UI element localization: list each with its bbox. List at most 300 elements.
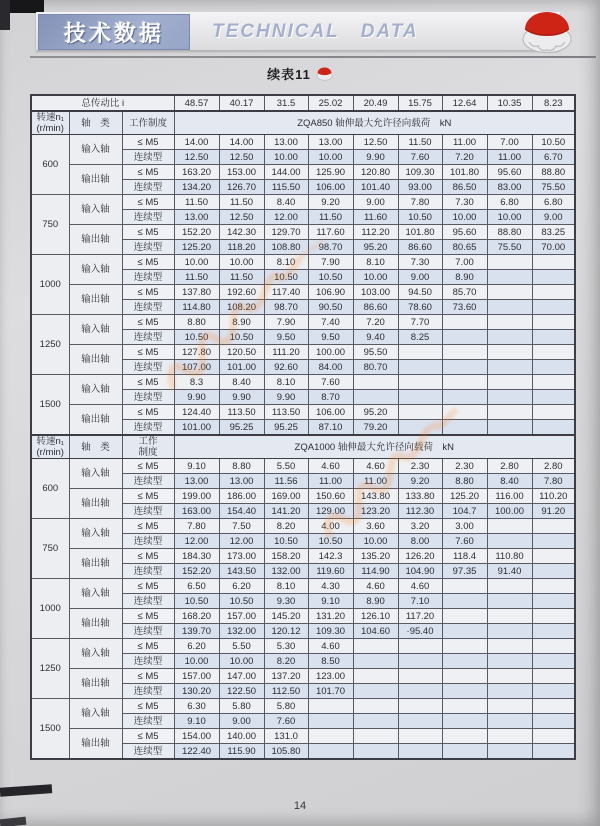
- shaft-label: 输入轴: [69, 315, 122, 345]
- value-cell: [353, 669, 398, 684]
- shaft-label: 输出轴: [69, 669, 122, 699]
- duty-label: 连续型: [122, 624, 174, 639]
- load-data-table: [30, 94, 576, 760]
- value-cell: [487, 699, 532, 714]
- value-cell: [308, 699, 353, 714]
- value-cell: [487, 270, 532, 285]
- duty-label: 连续型: [122, 594, 174, 609]
- value-cell: 10.50: [174, 594, 219, 609]
- value-cell: [442, 360, 487, 375]
- value-cell: 2.30: [398, 459, 442, 474]
- value-cell: 95.20: [353, 240, 398, 255]
- value-cell: 8.70: [308, 390, 353, 405]
- value-cell: 3.20: [398, 519, 442, 534]
- value-cell: 9.00: [219, 714, 264, 729]
- value-cell: 8.50: [308, 654, 353, 669]
- value-cell: 70.00: [532, 240, 575, 255]
- value-cell: 106.90: [308, 285, 353, 300]
- duty-label: 连续型: [122, 300, 174, 315]
- value-cell: [487, 729, 532, 744]
- value-cell: 119.60: [308, 564, 353, 579]
- value-cell: 7.60: [264, 714, 308, 729]
- shaft-label: 输出轴: [69, 729, 122, 760]
- value-cell: 3.60: [353, 519, 398, 534]
- value-cell: 101.80: [442, 165, 487, 180]
- value-cell: 7.20: [442, 150, 487, 165]
- ratio-value: 12.64: [442, 95, 487, 111]
- value-cell: 133.80: [398, 489, 442, 504]
- shaft-label: 输入轴: [69, 375, 122, 405]
- shaft-column-header: 轴 类: [69, 435, 122, 459]
- value-cell: 184.30: [174, 549, 219, 564]
- value-cell: 11.60: [353, 210, 398, 225]
- value-cell: 6.80: [487, 195, 532, 210]
- duty-label: 连续型: [122, 360, 174, 375]
- value-cell: 85.70: [442, 285, 487, 300]
- duty-label: 连续型: [122, 330, 174, 345]
- value-cell: 4.60: [398, 579, 442, 594]
- value-cell: [532, 390, 575, 405]
- value-cell: 109.30: [308, 624, 353, 639]
- value-cell: 129.70: [264, 225, 308, 240]
- value-cell: [487, 714, 532, 729]
- value-cell: 101.70: [308, 684, 353, 699]
- value-cell: [487, 390, 532, 405]
- value-cell: 9.10: [174, 459, 219, 474]
- value-cell: 8.00: [398, 534, 442, 549]
- value-cell: [398, 360, 442, 375]
- value-cell: 120.12: [264, 624, 308, 639]
- value-cell: 9.50: [264, 330, 308, 345]
- value-cell: 110.80: [487, 549, 532, 564]
- value-cell: 10.00: [264, 150, 308, 165]
- value-cell: 122.40: [174, 744, 219, 760]
- value-cell: [353, 699, 398, 714]
- duty-label: ≤ M5: [122, 639, 174, 654]
- value-cell: [532, 285, 575, 300]
- value-cell: 12.50: [219, 210, 264, 225]
- value-cell: 80.65: [442, 240, 487, 255]
- value-cell: 6.50: [174, 579, 219, 594]
- value-cell: 116.00: [487, 489, 532, 504]
- value-cell: [532, 744, 575, 760]
- value-cell: [532, 534, 575, 549]
- value-cell: 5.50: [219, 639, 264, 654]
- value-cell: [487, 534, 532, 549]
- value-cell: 4.60: [308, 459, 353, 474]
- speed-value: 1500: [31, 699, 69, 760]
- value-cell: 168.20: [174, 609, 219, 624]
- duty-label: 连续型: [122, 684, 174, 699]
- duty-label: 连续型: [122, 474, 174, 489]
- value-cell: 13.00: [308, 135, 353, 150]
- value-cell: 86.50: [442, 180, 487, 195]
- duty-label: ≤ M5: [122, 459, 174, 474]
- value-cell: 139.70: [174, 624, 219, 639]
- duty-label: 连续型: [122, 714, 174, 729]
- value-cell: 10.00: [174, 654, 219, 669]
- value-cell: 7.80: [532, 474, 575, 489]
- value-cell: [353, 654, 398, 669]
- value-cell: 10.50: [264, 270, 308, 285]
- value-cell: 12.00: [264, 210, 308, 225]
- value-cell: 4.00: [308, 519, 353, 534]
- value-cell: 112.50: [264, 684, 308, 699]
- value-cell: 158.20: [264, 549, 308, 564]
- value-cell: 98.70: [308, 240, 353, 255]
- duty-label: 连续型: [122, 504, 174, 519]
- value-cell: 173.00: [219, 549, 264, 564]
- value-cell: [532, 300, 575, 315]
- value-cell: 106.00: [308, 405, 353, 420]
- value-cell: [487, 744, 532, 760]
- value-cell: 9.30: [264, 594, 308, 609]
- duty-label: ≤ M5: [122, 669, 174, 684]
- value-cell: [532, 360, 575, 375]
- value-cell: 132.00: [264, 564, 308, 579]
- value-cell: 5.80: [219, 699, 264, 714]
- speed-value: 600: [31, 459, 69, 519]
- shaft-label: 输出轴: [69, 285, 122, 315]
- value-cell: 7.50: [219, 519, 264, 534]
- value-cell: 6.70: [532, 150, 575, 165]
- value-cell: 88.80: [487, 225, 532, 240]
- value-cell: 14.00: [174, 135, 219, 150]
- value-cell: [532, 714, 575, 729]
- value-cell: 7.60: [442, 534, 487, 549]
- value-cell: 105.80: [264, 744, 308, 760]
- value-cell: [442, 405, 487, 420]
- value-cell: 9.90: [264, 390, 308, 405]
- value-cell: 10.00: [487, 210, 532, 225]
- value-cell: 117.60: [308, 225, 353, 240]
- speed-value: 1000: [31, 255, 69, 315]
- value-cell: 5.30: [264, 639, 308, 654]
- value-cell: 143.80: [353, 489, 398, 504]
- speed-value: 1000: [31, 579, 69, 639]
- value-cell: [442, 714, 487, 729]
- value-cell: 8.80: [219, 459, 264, 474]
- value-cell: 12.00: [174, 534, 219, 549]
- value-cell: [398, 654, 442, 669]
- duty-label: ≤ M5: [122, 489, 174, 504]
- value-cell: 95.25: [264, 420, 308, 436]
- shaft-label: 输出轴: [69, 225, 122, 255]
- value-cell: 8.90: [353, 594, 398, 609]
- duty-label: 连续型: [122, 270, 174, 285]
- duty-label: 连续型: [122, 390, 174, 405]
- value-cell: 75.50: [487, 240, 532, 255]
- shaft-label: 输出轴: [69, 609, 122, 639]
- value-cell: 7.60: [308, 375, 353, 390]
- value-cell: 101.00: [174, 420, 219, 436]
- speed-value: 750: [31, 519, 69, 579]
- value-cell: 5.80: [264, 699, 308, 714]
- value-cell: 100.00: [487, 504, 532, 519]
- duty-label: ≤ M5: [122, 519, 174, 534]
- value-cell: 95.60: [442, 225, 487, 240]
- value-cell: [398, 390, 442, 405]
- duty-label: ≤ M5: [122, 135, 174, 150]
- value-cell: 7.10: [398, 594, 442, 609]
- value-cell: 186.00: [219, 489, 264, 504]
- value-cell: 100.00: [308, 345, 353, 360]
- scan-edge-artifact: [0, 784, 52, 797]
- value-cell: 120.80: [353, 165, 398, 180]
- value-cell: 83.00: [487, 180, 532, 195]
- value-cell: 104.7: [442, 504, 487, 519]
- value-cell: 152.20: [174, 564, 219, 579]
- value-cell: 9.10: [308, 594, 353, 609]
- speed-value: 750: [31, 195, 69, 255]
- value-cell: [487, 669, 532, 684]
- value-cell: 103.00: [353, 285, 398, 300]
- value-cell: 163.20: [174, 165, 219, 180]
- shaft-label: 输入轴: [69, 255, 122, 285]
- value-cell: [442, 744, 487, 760]
- value-cell: 7.40: [308, 315, 353, 330]
- duty-label: ≤ M5: [122, 549, 174, 564]
- value-cell: 78.60: [398, 300, 442, 315]
- shaft-label: 输出轴: [69, 489, 122, 519]
- value-cell: 83.25: [532, 225, 575, 240]
- value-cell: 10.50: [219, 330, 264, 345]
- value-cell: 95.60: [487, 165, 532, 180]
- value-cell: 9.20: [308, 195, 353, 210]
- value-cell: 4.60: [353, 459, 398, 474]
- value-cell: 10.00: [353, 270, 398, 285]
- value-cell: [442, 684, 487, 699]
- value-cell: 11.00: [442, 135, 487, 150]
- value-cell: [532, 609, 575, 624]
- value-cell: 144.00: [264, 165, 308, 180]
- value-cell: 10.00: [219, 654, 264, 669]
- shaft-label: 输出轴: [69, 405, 122, 436]
- value-cell: 101.40: [353, 180, 398, 195]
- value-cell: 123.20: [353, 504, 398, 519]
- value-cell: [442, 654, 487, 669]
- value-cell: [353, 729, 398, 744]
- value-cell: [398, 639, 442, 654]
- shaft-label: 输入轴: [69, 699, 122, 729]
- ratio-value: 40.17: [219, 95, 264, 111]
- value-cell: 7.20: [353, 315, 398, 330]
- value-cell: 120.50: [219, 345, 264, 360]
- scan-edge-artifact: [0, 0, 10, 30]
- value-cell: 112.30: [398, 504, 442, 519]
- value-cell: 80.70: [353, 360, 398, 375]
- value-cell: 115.90: [219, 744, 264, 760]
- value-cell: [442, 639, 487, 654]
- value-cell: 7.60: [398, 150, 442, 165]
- value-cell: 10.50: [219, 594, 264, 609]
- value-cell: [442, 609, 487, 624]
- value-cell: 98.70: [264, 300, 308, 315]
- value-cell: [442, 699, 487, 714]
- value-cell: 8.40: [264, 195, 308, 210]
- value-cell: 192.60: [219, 285, 264, 300]
- value-cell: 7.90: [264, 315, 308, 330]
- value-cell: [487, 624, 532, 639]
- duty-label: 连续型: [122, 744, 174, 760]
- value-cell: 101.80: [398, 225, 442, 240]
- value-cell: 6.20: [174, 639, 219, 654]
- duty-column-header: 工作 制度: [122, 435, 174, 459]
- value-cell: [532, 564, 575, 579]
- value-cell: 113.50: [264, 405, 308, 420]
- value-cell: [353, 714, 398, 729]
- value-cell: 93.00: [398, 180, 442, 195]
- value-cell: 6.20: [219, 579, 264, 594]
- duty-label: ≤ M5: [122, 609, 174, 624]
- value-cell: 11.56: [264, 474, 308, 489]
- value-cell: 108.20: [219, 300, 264, 315]
- company-gear-logo-icon: [520, 8, 574, 54]
- value-cell: [487, 360, 532, 375]
- value-cell: 8.90: [219, 315, 264, 330]
- value-cell: [487, 300, 532, 315]
- value-cell: 8.80: [174, 315, 219, 330]
- value-cell: [398, 699, 442, 714]
- value-cell: 157.00: [174, 669, 219, 684]
- value-cell: 11.00: [308, 474, 353, 489]
- value-cell: [398, 729, 442, 744]
- value-cell: 132.00: [219, 624, 264, 639]
- duty-label: 连续型: [122, 150, 174, 165]
- value-cell: [398, 744, 442, 760]
- value-cell: [532, 699, 575, 714]
- scan-edge-artifact: [0, 817, 26, 826]
- value-cell: [532, 315, 575, 330]
- value-cell: 10.00: [353, 534, 398, 549]
- value-cell: 5.50: [264, 459, 308, 474]
- value-cell: 12.50: [219, 150, 264, 165]
- value-cell: 124.40: [174, 405, 219, 420]
- value-cell: 7.30: [398, 255, 442, 270]
- value-cell: 4.30: [308, 579, 353, 594]
- value-cell: 12.50: [174, 150, 219, 165]
- value-cell: [487, 345, 532, 360]
- value-cell: [532, 729, 575, 744]
- value-cell: 199.00: [174, 489, 219, 504]
- value-cell: [398, 420, 442, 436]
- ratio-value: 10.35: [487, 95, 532, 111]
- value-cell: 84.00: [308, 360, 353, 375]
- value-cell: 9.20: [398, 474, 442, 489]
- value-cell: 94.50: [398, 285, 442, 300]
- value-cell: 126.70: [219, 180, 264, 195]
- value-cell: 6.80: [532, 195, 575, 210]
- value-cell: [487, 684, 532, 699]
- duty-label: ≤ M5: [122, 285, 174, 300]
- value-cell: 11.00: [353, 474, 398, 489]
- value-cell: [532, 579, 575, 594]
- value-cell: [442, 729, 487, 744]
- value-cell: 142.30: [219, 225, 264, 240]
- value-cell: [487, 330, 532, 345]
- header-divider: [30, 56, 596, 58]
- shaft-column-header: 轴 类: [69, 111, 122, 135]
- value-cell: 87.10: [308, 420, 353, 436]
- value-cell: 73.60: [442, 300, 487, 315]
- value-cell: 8.10: [353, 255, 398, 270]
- value-cell: [398, 375, 442, 390]
- value-cell: 11.50: [174, 195, 219, 210]
- value-cell: [442, 579, 487, 594]
- value-cell: 157.00: [219, 609, 264, 624]
- value-cell: 129.00: [308, 504, 353, 519]
- value-cell: 9.90: [353, 150, 398, 165]
- value-cell: [308, 729, 353, 744]
- page-number: 14: [293, 800, 307, 812]
- duty-label: ≤ M5: [122, 345, 174, 360]
- ratio-value: 20.49: [353, 95, 398, 111]
- value-cell: 126.10: [353, 609, 398, 624]
- value-cell: [487, 594, 532, 609]
- value-cell: [353, 639, 398, 654]
- value-cell: 13.00: [174, 210, 219, 225]
- shaft-label: 输出轴: [69, 345, 122, 375]
- value-cell: [487, 654, 532, 669]
- ratio-value: 48.57: [174, 95, 219, 111]
- ratio-value: 31.5: [264, 95, 308, 111]
- value-cell: 9.00: [398, 270, 442, 285]
- value-cell: [532, 639, 575, 654]
- value-cell: 7.80: [174, 519, 219, 534]
- shaft-label: 输入轴: [69, 519, 122, 549]
- value-cell: 10.50: [174, 330, 219, 345]
- value-cell: 8.25: [398, 330, 442, 345]
- ratio-value: 25.02: [308, 95, 353, 111]
- value-cell: [442, 390, 487, 405]
- value-cell: ·95.40: [398, 624, 442, 639]
- value-cell: 11.50: [398, 135, 442, 150]
- value-cell: 95.50: [353, 345, 398, 360]
- value-cell: 10.00: [442, 210, 487, 225]
- ratio-label: 总传动比 i: [31, 95, 174, 111]
- speed-value: 1250: [31, 639, 69, 699]
- value-cell: 147.00: [219, 669, 264, 684]
- value-cell: 7.90: [308, 255, 353, 270]
- value-cell: [487, 285, 532, 300]
- value-cell: 91.20: [532, 504, 575, 519]
- value-cell: [442, 315, 487, 330]
- value-cell: [353, 684, 398, 699]
- value-cell: 125.20: [174, 240, 219, 255]
- value-cell: 10.50: [264, 534, 308, 549]
- value-cell: [353, 744, 398, 760]
- value-cell: 8.10: [264, 255, 308, 270]
- value-cell: 10.50: [308, 270, 353, 285]
- value-cell: 101.00: [219, 360, 264, 375]
- value-cell: 137.20: [264, 669, 308, 684]
- value-cell: 131.20: [308, 609, 353, 624]
- value-cell: 134.20: [174, 180, 219, 195]
- value-cell: [308, 714, 353, 729]
- value-cell: 9.40: [353, 330, 398, 345]
- value-cell: 135.20: [353, 549, 398, 564]
- value-cell: 10.50: [532, 135, 575, 150]
- value-cell: 140.00: [219, 729, 264, 744]
- value-cell: 10.00: [219, 255, 264, 270]
- value-cell: 95.20: [353, 405, 398, 420]
- value-cell: 110.20: [532, 489, 575, 504]
- value-cell: [532, 255, 575, 270]
- value-cell: 10.00: [174, 255, 219, 270]
- shaft-label: 输入轴: [69, 579, 122, 609]
- shaft-label: 输出轴: [69, 165, 122, 195]
- value-cell: 127.80: [174, 345, 219, 360]
